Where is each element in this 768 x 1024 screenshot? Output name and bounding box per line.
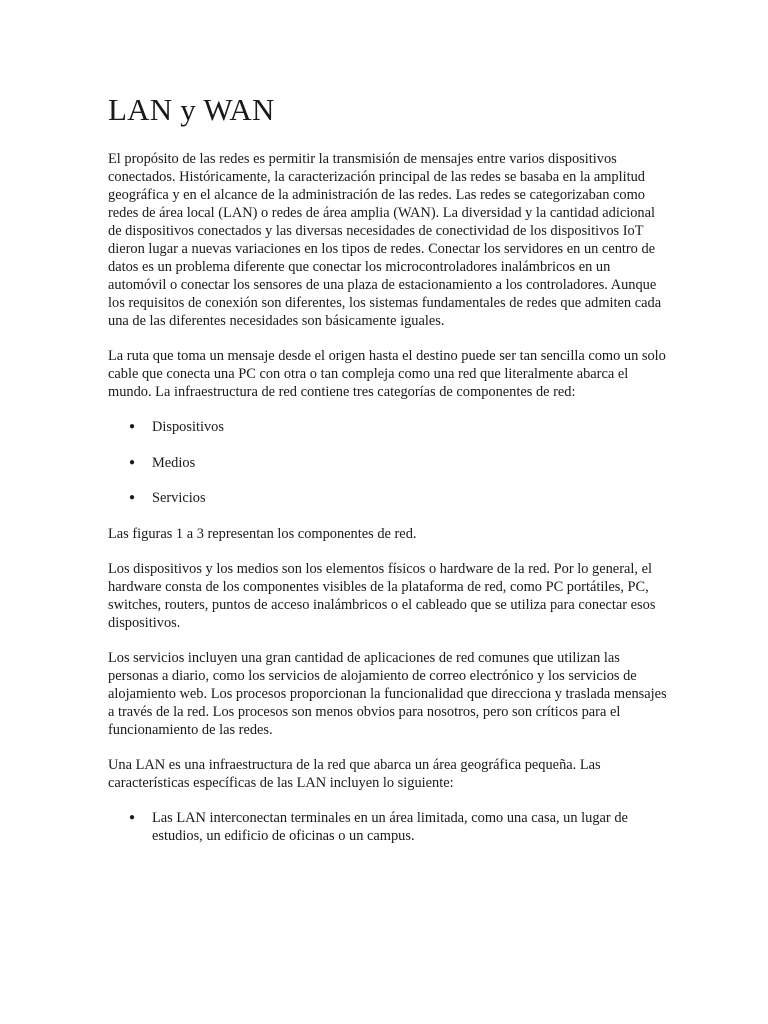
list-item	[108, 489, 668, 507]
bullet-icon: ●	[129, 811, 136, 823]
list-item-text: Medios	[152, 454, 196, 471]
bullet-icon: ●	[129, 421, 136, 432]
intro-paragraph: El propósito de las redes es permitir la transmisión de mensajes entre varios dispositivos conectados. Históricamente, la caracterización principal de las redes se basaba en la amplitud geográfica y en el alcance de la administración de las redes. Las redes se categorizaban como redes de área local (LAN) o redes de área amplia (WAN). La diversidad y la cantidad adicional de dispositivos conectados y las diversas necesidades de conectividad de los dispositivos IoT dieron lugar a nuevas variaciones en los tipos de redes. Conectar los servidores en un centro de datos es un problema diferente que conectar los microcontroladores inalámbricos en un automóvil o conectar los sensores de una plaza de estacionamiento a los controladores. Aunque los requisitos de conexión son diferentes, los sistemas fundamentales de redes que admiten cada una de las diferentes necesidades son básicamente iguales.	[108, 151, 662, 329]
document-page	[108, 92, 668, 861]
bullet-icon: ●	[129, 456, 136, 468]
figures-paragraph: Las figuras 1 a 3 representan los componentes de red.	[108, 525, 417, 542]
bullet-icon: ●	[129, 492, 136, 503]
hardware-paragraph: Los dispositivos y los medios son los elementos físicos o hardware de la red. Por lo general, el hardware consta de los componentes visibles de la plataforma de red, como PC portátiles, PC, switches, routers, puntos de acceso inalámbricos o el cableado que se utiliza para conectar esos dispositivos.	[108, 560, 656, 631]
services-paragraph: Los servicios incluyen una gran cantidad de aplicaciones de red comunes que utilizan las personas a diario, como los servicios de alojamiento de correo electrónico y los servicios de alojamiento web. Los procesos proporcionan la funcionalidad que direcciona y traslada mensajes a través de la red. Los procesos son menos obvios para nosotros, pero son críticos para el funcionamiento de las redes.	[108, 649, 667, 738]
list-item	[108, 809, 668, 845]
route-paragraph: La ruta que toma un mensaje desde el origen hasta el destino puede ser tan sencilla como un solo cable que conecta una PC con otra o tan compleja como una red que literalmente abarca el mundo. La infraestructura de red contiene tres categorías de componentes de red:	[108, 348, 666, 400]
list-item-text: Servicios	[152, 490, 206, 506]
list-item-text: Dispositivos	[152, 419, 224, 435]
document-title: LAN y WAN	[108, 92, 275, 127]
components-list	[108, 418, 668, 507]
list-item	[108, 454, 668, 472]
list-item	[108, 418, 668, 436]
lan-characteristics-list	[108, 809, 668, 845]
lan-paragraph: Una LAN es una infraestructura de la red que abarca un área geográfica pequeña. Las características específicas de las LAN incluyen lo siguiente:	[108, 756, 601, 791]
list-item-text: Las LAN interconectan terminales en un área limitada, como una casa, un lugar de estudios, un edificio de oficinas o un campus.	[152, 809, 628, 844]
